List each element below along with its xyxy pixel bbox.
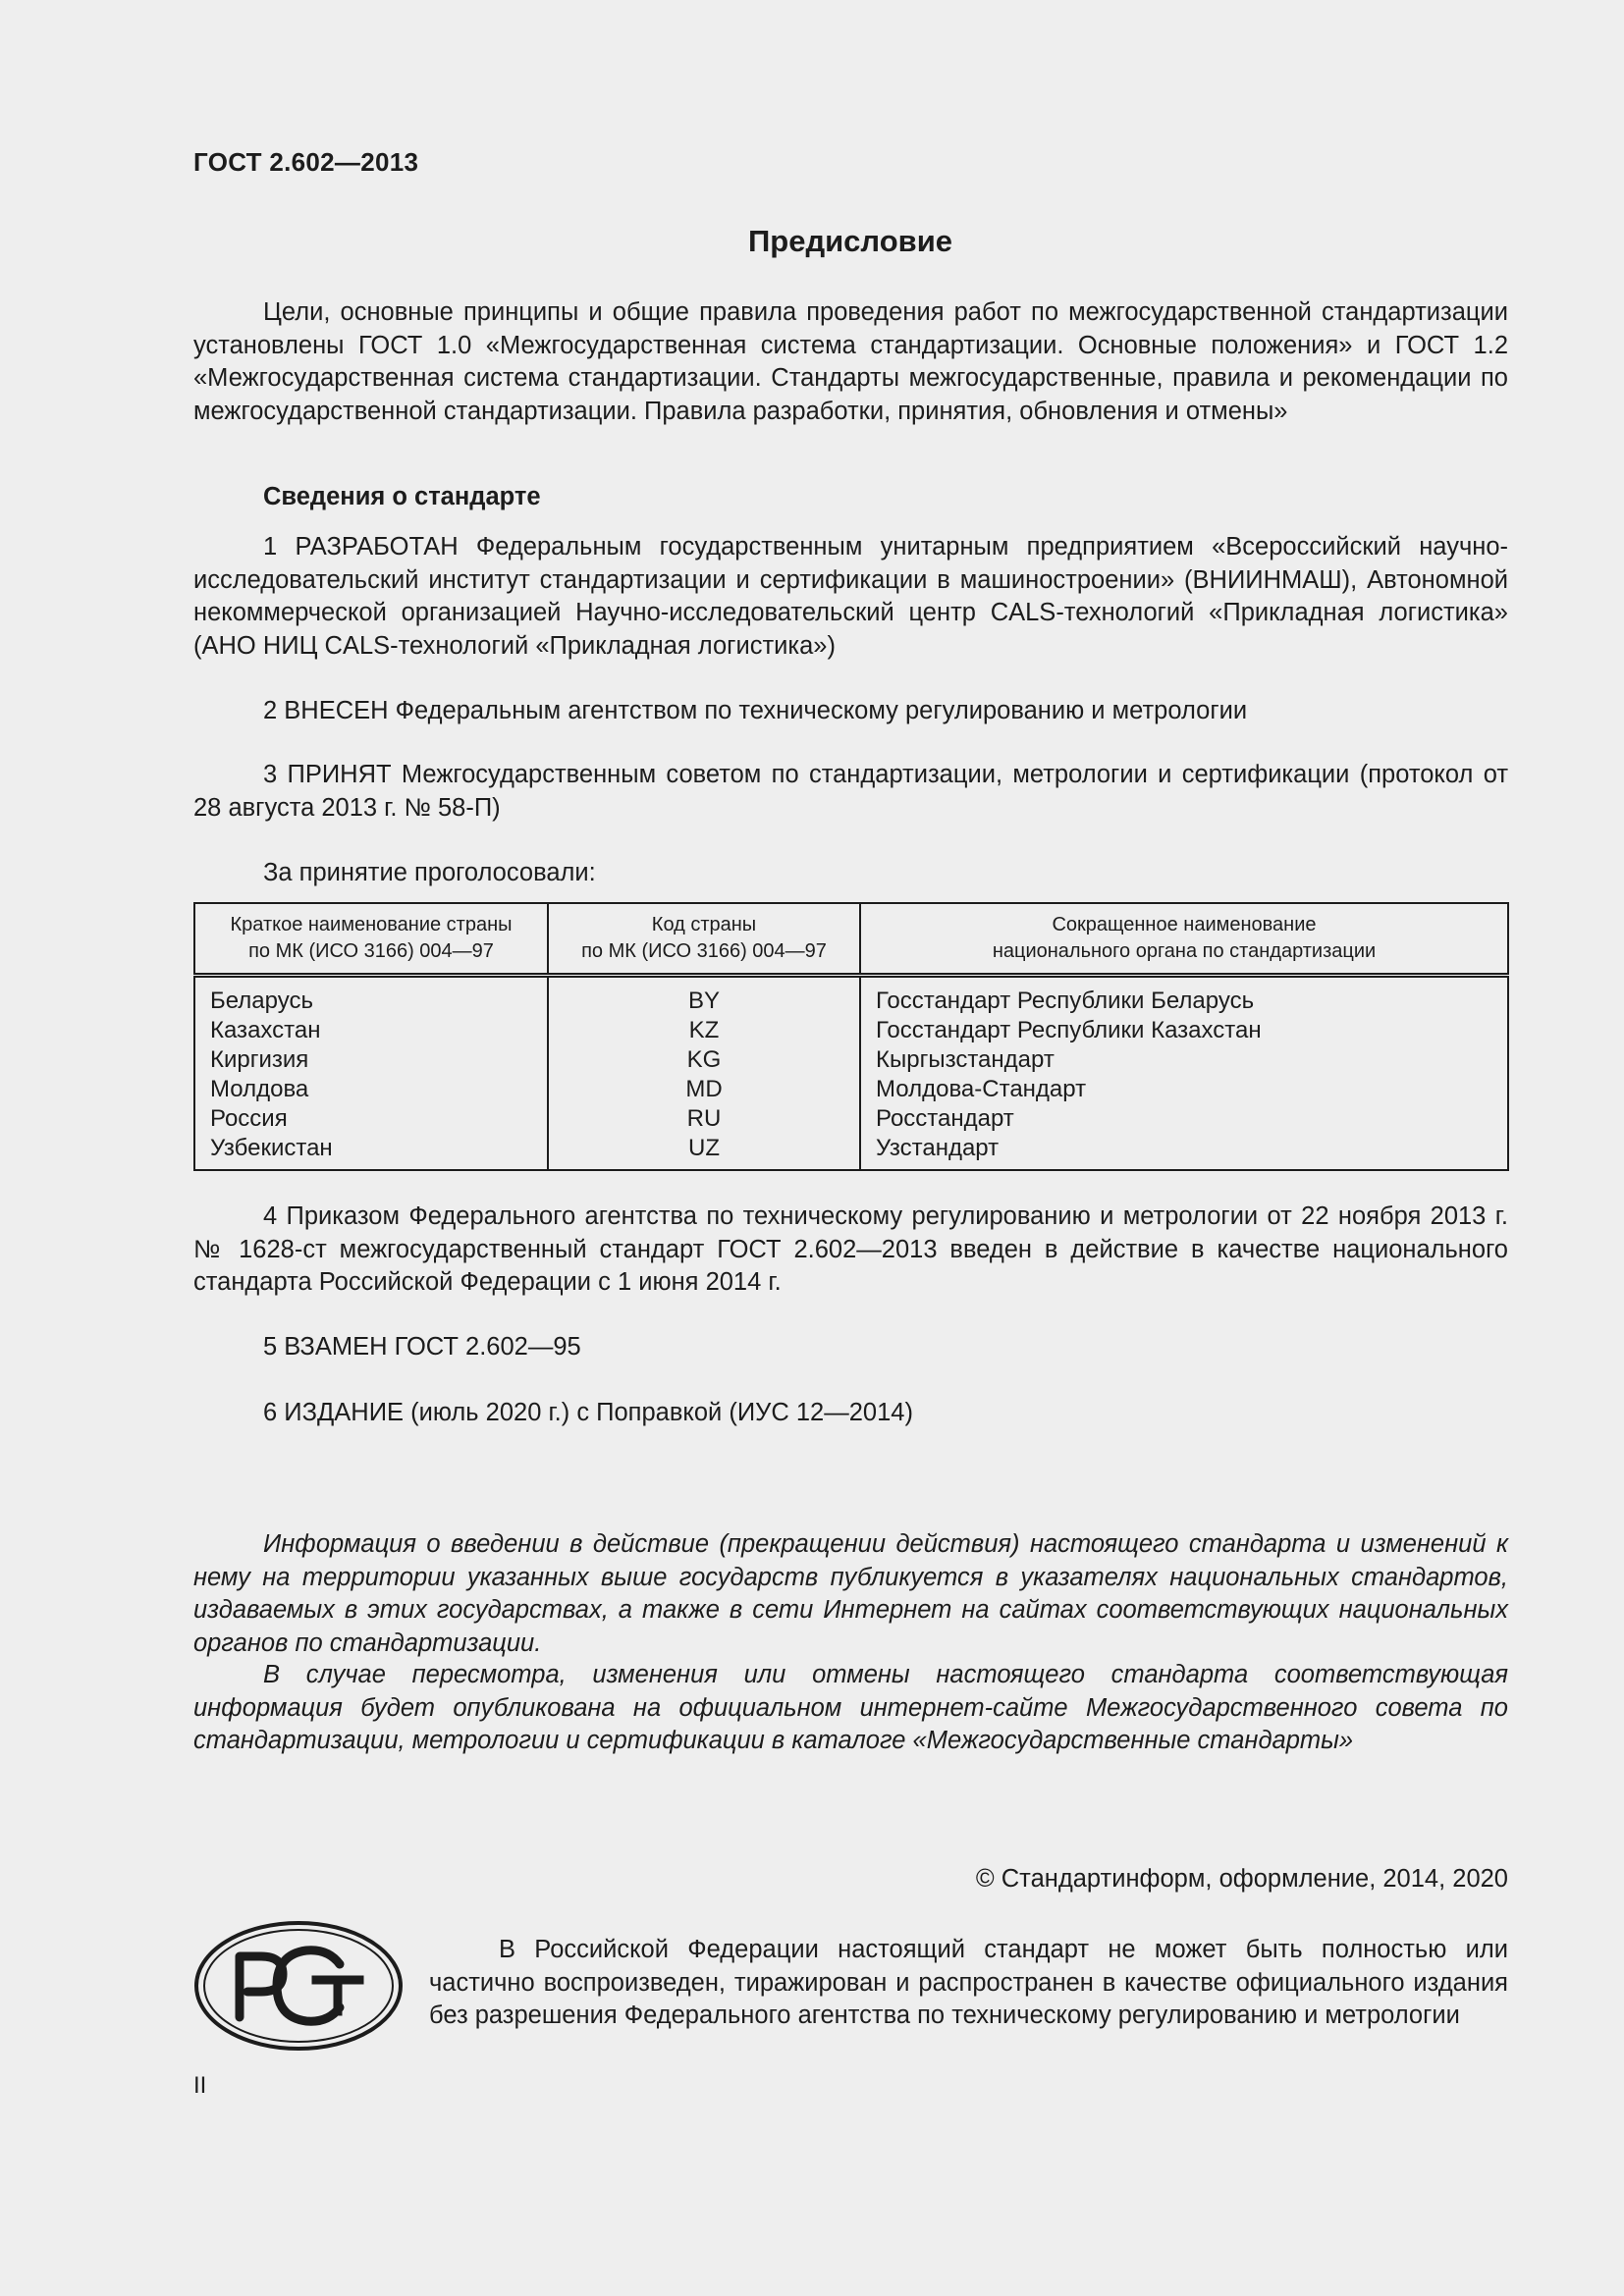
country-name-cell: Россия: [194, 1104, 548, 1134]
vote-intro: За принятие проголосовали:: [263, 859, 596, 886]
copyright-line: © Стандартинформ, оформление, 2014, 2020: [975, 1865, 1508, 1893]
table-row: [194, 1045, 1508, 1075]
page-title: Предисловие: [747, 224, 952, 258]
table-row: [194, 1016, 1508, 1045]
header-country-name: Краткое наименование страны по МК (ИСО 3166) 004—97: [194, 903, 548, 976]
country-name-cell: Беларусь: [194, 976, 548, 1017]
country-code-cell: KG: [548, 1045, 860, 1075]
table-row: [194, 1075, 1508, 1104]
reproduction-rights-notice: В Российской Федерации настоящий стандарт не может быть полностью или частично воспроизведен, тиражирован и распространен в качестве официального издания без разрешения Федерального агентства по техническому регулированию и метрологии: [429, 1936, 1508, 2029]
table-row: [194, 976, 1508, 1017]
section-subheading: Сведения о стандарте: [263, 483, 541, 510]
voting-table: [193, 902, 1509, 1171]
item-6-edition: 6 ИЗДАНИЕ (июль 2020 г.) с Поправкой (ИУС 12—2014): [263, 1399, 913, 1426]
item-2-submitted: 2 ВНЕСЕН Федеральным агентством по техническому регулированию и метрологии: [263, 697, 1248, 724]
gost-r-certification-mark-icon: [192, 1919, 405, 2053]
intro-paragraph: Цели, основные принципы и общие правила проведения работ по межгосударственной стандартизации установлены ГОСТ 1.0 «Межгосударственная система стандартизации. Основные положения» и ГОСТ 1.2 «Межгосударственная система стандартизации. Стандарты межгосударственные, правила и рекомендации по межгосударственной стандартизации. Правила разработки, принятия, обновления и отмены»: [193, 298, 1508, 425]
country-code-cell: BY: [548, 976, 860, 1017]
item-3-adopted: 3 ПРИНЯТ Межгосударственным советом по стандартизации, метрологии и сертификации (протокол от 28 августа 2013 г. № 58-П): [193, 761, 1508, 822]
standards-body-cell: Кыргызстандарт: [860, 1045, 1508, 1075]
country-name-cell: Молдова: [194, 1075, 548, 1104]
country-code-cell: MD: [548, 1075, 860, 1104]
page-number: II: [193, 2072, 207, 2099]
country-code-cell: UZ: [548, 1134, 860, 1170]
table-row: [194, 1104, 1508, 1134]
country-code-cell: KZ: [548, 1016, 860, 1045]
table-header-row: [194, 903, 1508, 976]
standards-body-cell: Госстандарт Республики Казахстан: [860, 1016, 1508, 1045]
item-4-enacted: 4 Приказом Федерального агентства по техническому регулированию и метрологии от 22 ноября 2013 г. № 1628-ст межгосударственный стандарт ГОСТ 2.602—2013 введен в действие в качестве национального стандарта Российской Федерации с 1 июня 2014 г.: [193, 1202, 1508, 1296]
standards-body-cell: Молдова-Стандарт: [860, 1075, 1508, 1104]
document-code: ГОСТ 2.602—2013: [193, 147, 419, 177]
country-name-cell: Узбекистан: [194, 1134, 548, 1170]
notice-paragraph-1: Информация о введении в действие (прекращении действия) настоящего стандарта и изменений к нему на территории указанных выше государств публикуется в указателях национальных стандартов, издаваемых в этих государствах, а также в сети Интернет на сайтах соответствующих национальных органов по стандартизации.: [193, 1530, 1508, 1657]
standards-body-cell: Росстандарт: [860, 1104, 1508, 1134]
country-code-cell: RU: [548, 1104, 860, 1134]
standards-body-cell: Узстандарт: [860, 1134, 1508, 1170]
header-country-code: Код страны по МК (ИСО 3166) 004—97: [548, 903, 860, 976]
standards-body-cell: Госстандарт Республики Беларусь: [860, 976, 1508, 1017]
country-name-cell: Киргизия: [194, 1045, 548, 1075]
item-1-developed: 1 РАЗРАБОТАН Федеральным государственным унитарным предприятием «Всероссийский научно-исследовательский институт стандартизации и сертификации в машиностроении» (ВНИИНМАШ), Автономной некоммерческой организацией Научно-исследовательский центр CALS-технологий «Прикладная логистика» (АНО НИЦ CALS-технологий «Прикладная логистика»): [193, 533, 1508, 660]
item-5-replaces: 5 ВЗАМЕН ГОСТ 2.602—95: [263, 1333, 581, 1361]
table-row: [194, 1134, 1508, 1170]
header-standards-body: Сокращенное наименование национального органа по стандартизации: [860, 903, 1508, 976]
notice-paragraph-2: В случае пересмотра, изменения или отмены настоящего стандарта соответствующая информация будет опубликована на официальном интернет-сайте Межгосударственного совета по стандартизации, метрологии и сертификации в каталоге «Межгосударственные стандарты»: [193, 1661, 1508, 1754]
country-name-cell: Казахстан: [194, 1016, 548, 1045]
